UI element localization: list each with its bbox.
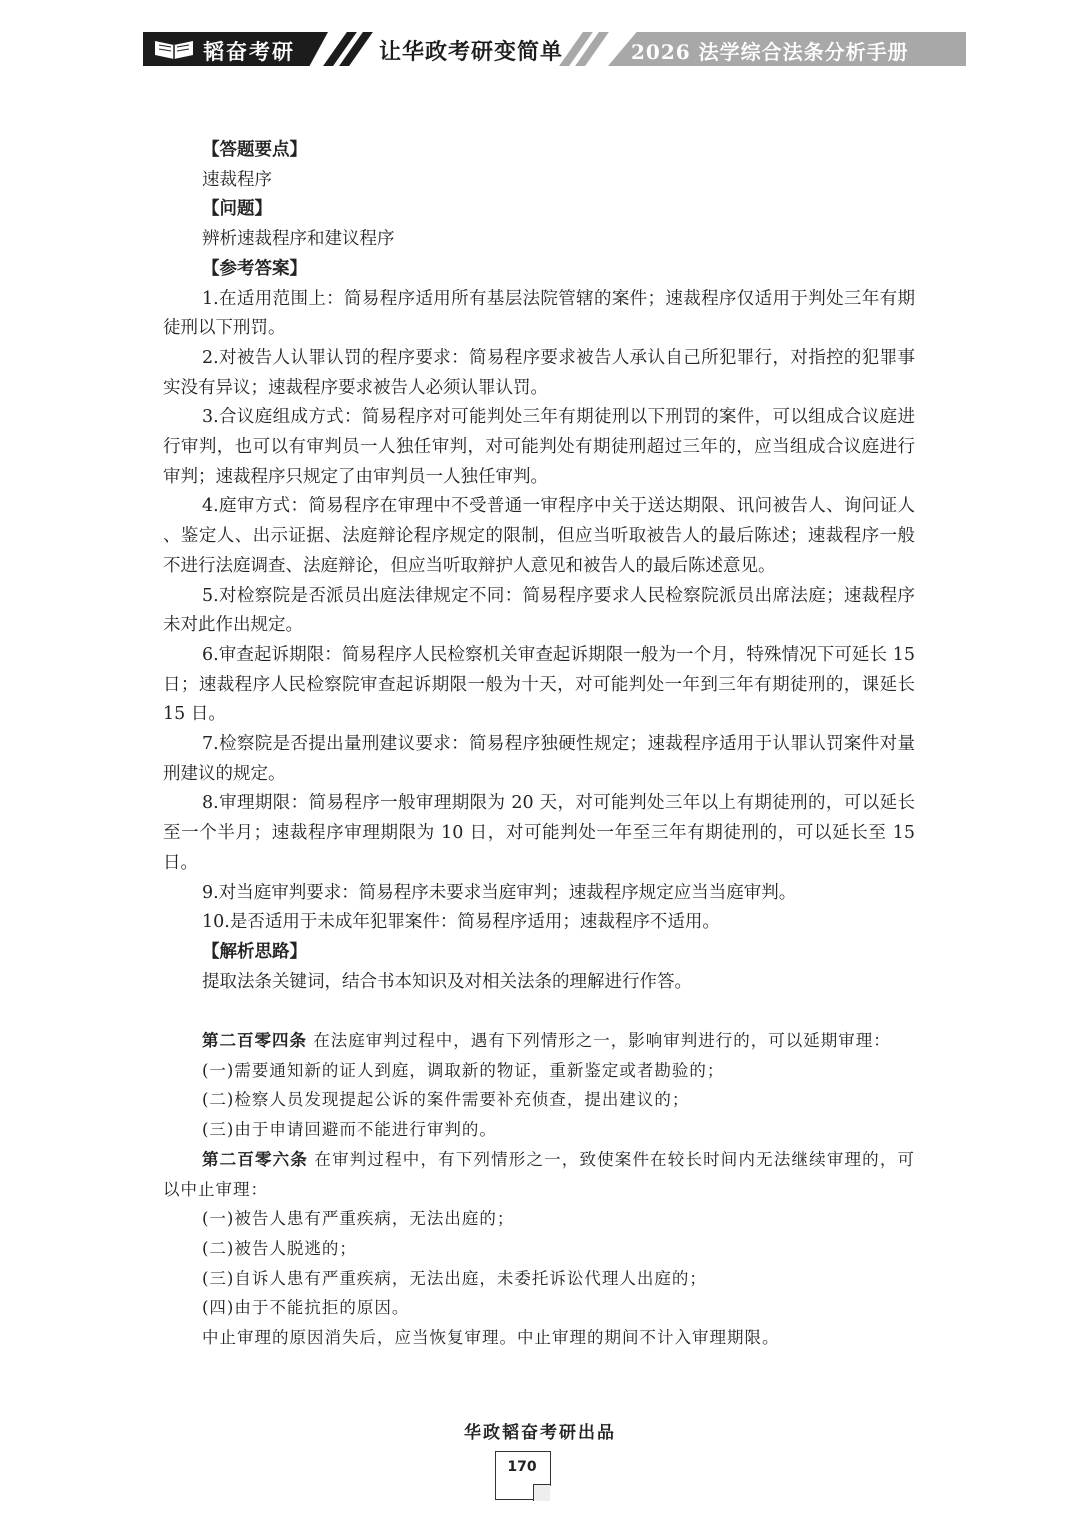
answer-item: 9.对当庭审判要求：简易程序未要求当庭审判；速裁程序规定应当当庭审判。 <box>202 882 797 903</box>
header-manual-title: 2026 法学综合法条分析手册 <box>631 40 909 64</box>
article-item: (一)需要通知新的证人到庭，调取新的物证，重新鉴定或者勘验的； <box>202 1060 725 1080</box>
page-header <box>143 32 966 66</box>
article-item: 中止审理的原因消失后，应当恢复审理。中止审理的期间不计入审理期限。 <box>202 1328 780 1348</box>
question-text: 辨析速裁程序和建议程序 <box>202 229 395 250</box>
law-article <box>163 1026 915 1056</box>
answer-item: 7.检察院是否提出量刑建议要求：简易程序独硬性规定；速裁程序适用于认罪认罚案件对量刑建议的规定。 <box>163 734 915 784</box>
law-articles <box>163 1026 915 1353</box>
article-text: 在法庭审判过程中，遇有下列情形之一，影响审判进行的，可以延期审理： <box>307 1031 891 1050</box>
article-item: (三)自诉人患有严重疾病，无法出庭，未委托诉讼代理人出庭的； <box>202 1268 707 1288</box>
article-item: (二)检察人员发现提起公诉的案件需要补充侦查，提出建议的； <box>202 1090 690 1110</box>
law-article <box>163 1145 915 1204</box>
answer-item: 8.审理期限：简易程序一般审理期限为 20 天，对可能判处三年以上有期徒刑的，可以延长至一个半月；速裁程序审理期限为 10 日，对可能判处一年至三年有期徒刑的，可以延长至 15 日。 <box>163 793 915 873</box>
analysis-heading: 【解析思路】 <box>202 941 307 962</box>
answer-item: 10.是否适用于未成年犯罪案件：简易程序适用；速裁程序不适用。 <box>202 912 720 933</box>
article-item: (二)被告人脱逃的； <box>202 1238 357 1258</box>
article-text: 在审判过程中，有下列情形之一，致使案件在较长时间内无法继续审理的，可以中止审理： <box>163 1149 915 1199</box>
answer-item: 3.合议庭组成方式：简易程序对可能判处三年有期徒刑以下刑罚的案件，可以组成合议庭进行审判，也可以有审判员一人独任审判，对可能判处有期徒刑超过三年的，应当组成合议庭进行审判；速裁程序只规定了由审判员一人独任审判。 <box>163 407 915 487</box>
header-brand: 韬奋考研 <box>203 40 295 64</box>
answer-item: 2.对被告人认罪认罚的程序要求：简易程序要求被告人承认自己所犯罪行，对指控的犯罪事实没有异议；速裁程序要求被告人必须认罪认罚。 <box>163 347 915 398</box>
header-slogan: 让华政考研变简单 <box>379 40 564 65</box>
book-logo-icon <box>151 37 197 61</box>
key-points-heading: 【答题要点】 <box>202 140 307 160</box>
reference-answer-heading: 【参考答案】 <box>202 258 307 279</box>
key-points-text: 速裁程序 <box>202 169 272 190</box>
answer-item: 4.庭审方式：简易程序在审理中不受普通一审程序中关于送达期限、讯问被告人、询问证人 、鉴定人、出示证据、法庭辩论程序规定的限制，但应当听取被告人的最后陈述；速裁程序一般不进行法庭调查、法庭辩论，但应当听取辩护人意见和被告人的最后陈述意见。 <box>163 496 915 576</box>
article-item: (四)由于不能抗拒的原因。 <box>202 1298 410 1318</box>
question-heading: 【问题】 <box>202 199 272 220</box>
publisher-footer: 华政韬奋考研出品 <box>464 1423 616 1443</box>
page-number: 170 <box>507 1459 537 1475</box>
article-number: 第二百零六条 <box>202 1149 309 1169</box>
answer-item: 5.对检察院是否派员出庭法律规定不同：简易程序要求人民检察院派员出席法庭；速裁程序未对此作出规定。 <box>163 585 915 636</box>
article-item: (三)由于申请回避而不能进行审判的。 <box>202 1120 497 1140</box>
analysis-text: 提取法条关键词，结合书本知识及对相关法条的理解进行作答。 <box>202 971 692 992</box>
page-corner-fold <box>533 1484 550 1501</box>
article-item: (一)被告人患有严重疾病，无法出庭的； <box>202 1209 515 1229</box>
answer-item: 1.在适用范围上：简易程序适用所有基层法院管辖的案件；速裁程序仅适用于判处三年有期徒刑以下刑罚。 <box>163 288 915 339</box>
article-number: 第二百零四条 <box>202 1031 307 1050</box>
answer-section <box>163 136 915 997</box>
answer-item: 6.审查起诉期限：简易程序人民检察机关审查起诉期限一般为一个月，特殊情况下可延长 15 日；速裁程序人民检察院审查起诉期限一般为十天，对可能判处一年到三年有期徒刑的，课延长 15 日。 <box>163 644 915 725</box>
